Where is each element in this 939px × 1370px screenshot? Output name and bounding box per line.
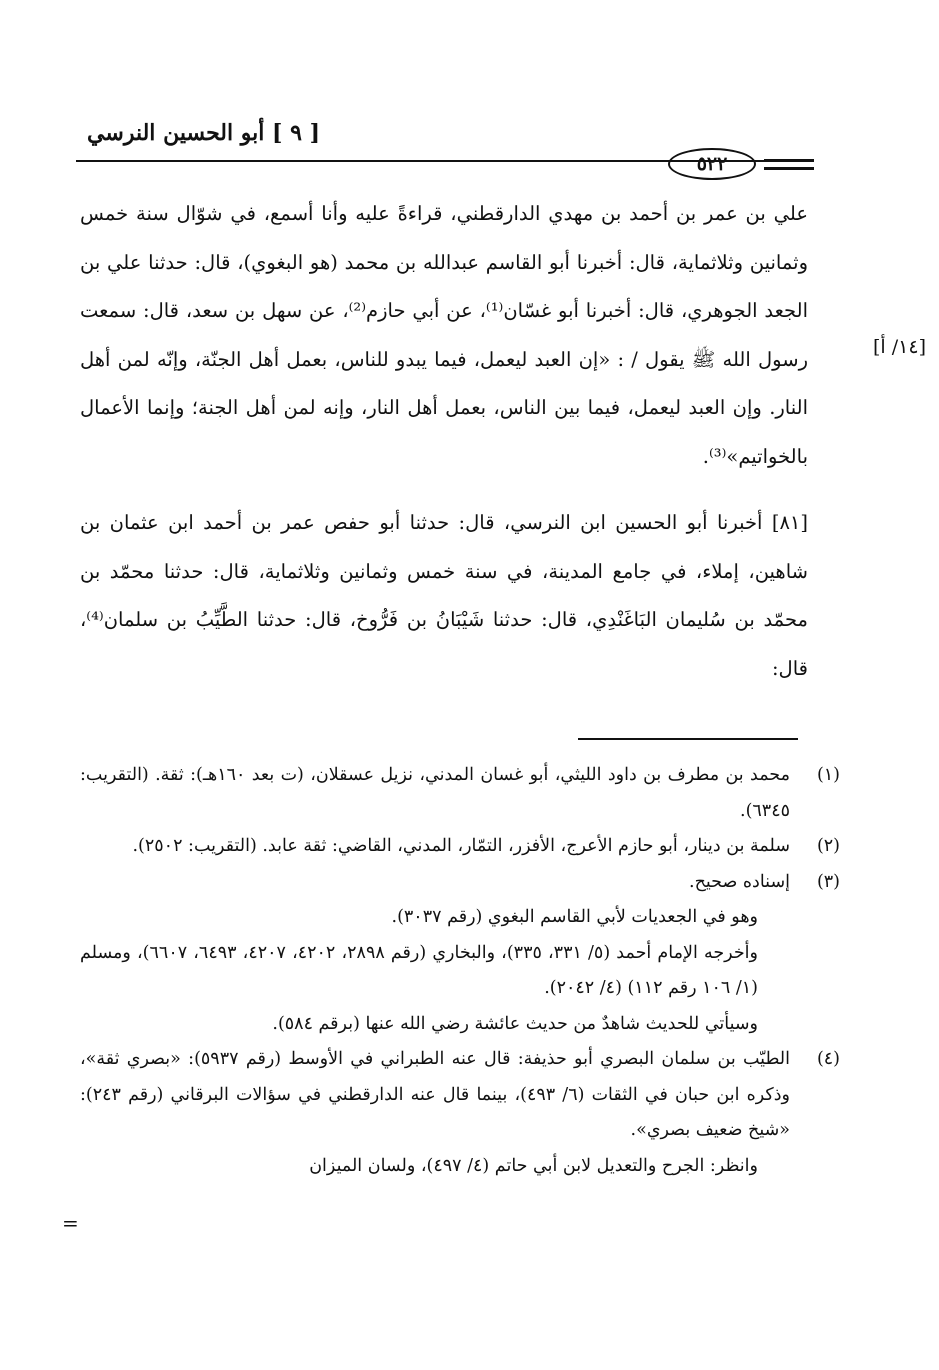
footnote-body [80, 865, 790, 1043]
footnote [80, 829, 840, 865]
footnote [80, 1042, 840, 1184]
footnote-body [80, 1042, 790, 1184]
footnote-body [80, 829, 790, 865]
footnote-line: وسيأتي للحديث شاهدٌ من حديث عائشة رضي الله عنها (برقم ٥٨٤). [272, 1013, 758, 1034]
continuation-mark: = [62, 1211, 79, 1235]
footnote-number: (٢) [816, 836, 840, 856]
footnote [80, 758, 840, 829]
footnote-body [80, 758, 790, 829]
footnote [80, 865, 840, 1043]
footnote-number: (٤) [816, 1049, 840, 1069]
main-text [80, 190, 808, 693]
footnote-number: (٣) [816, 871, 840, 892]
footnote-line: وهو في الجعديات لأبي القاسم البغوي (رقم ٣٠٣٧). [391, 907, 758, 927]
footnote-line: وأخرجه الإمام أحمد (٥/ ٣٣١، ٣٣٥)، والبخاري (رقم ٢٨٩٨، ٤٢٠٢، ٤٢٠٧، ٦٤٩٣، ٦٦٠٧)، ومسلم (١/ ١٠٦ رقم ١١٢) (٤/ ٢٠٤٢). [80, 942, 758, 998]
header-rule [76, 160, 776, 162]
footnote-line: محمد بن مطرف بن داود الليثي، أبو غسان المدني، نزيل عسقلان، (ت بعد ١٦٠هـ): ثقة. (التقريب: ٦٣٤٥). [80, 765, 790, 821]
footnote-line: الطيّب بن سلمان البصري أبو حذيفة: قال عنه الطبراني في الأوسط (رقم ٥٩٣٧): «بصري ثقة»، وذكره ابن حبان في الثقات (٦/ ٤٩٣)، بينما قال عنه الدارقطني في سؤالات البرقاني (رقم ٢٤٣): «شيخ ضعيف بصري». [80, 1049, 790, 1140]
page-number: ٥٢٢ [668, 148, 756, 180]
footnote-number: (١) [816, 765, 840, 785]
footnote-line: إسناده صحيح. [689, 871, 790, 892]
paragraph: علي بن عمر بن أحمد بن مهدي الدارقطني، قراءةً عليه وأنا أسمع، في شوّال سنة خمس وثمانين وثلاثماية، قال: أخبرنا أبو القاسم عبدالله بن محمد (هو البغوي)، قال: حدثنا علي بن الجعد الجوهري، قال: أخبرنا أبو غسّان⁽¹⁾، عن أبي حازم⁽²⁾، عن سهل بن سعد، قال: سمعت رسول الله ﷺ يقول / : «إن العبد ليعمل، فيما يبدو للناس، بعمل أهل الجنّة، وإنّه لمن أهل النار. وإن العبد ليعمل، فيما بين الناس، بعمل أهل النار، وإنه لمن أهل الجنة؛ وإنما الأعمال بالخواتيم»⁽³⁾. [80, 202, 809, 468]
paragraph: [٨١] أخبرنا أبو الحسين ابن النرسي، قال: حدثنا أبو حفص عمر بن أحمد ابن عثمان بن شاهين، إملاء، في جامع المدينة، في سنة خمس وثمانين وثلاثماية، قال: حدثنا محمّد بن محمّد بن سُليمان البَاغَنْدِي، قال: حدثنا شَيْبَانُ بن فَرُّوخ، قال: حدثنا الطَّيِّبُ بن سلمان⁽⁴⁾، قال: [80, 511, 808, 680]
running-header-title: [ ٩ ] أبو الحسين النرسي [87, 120, 320, 146]
footnote-line: وانظر: الجرح والتعديل لابن أبي حاتم (٤/ ٤٩٧)، ولسان الميزان [309, 1155, 758, 1176]
footnotes [80, 758, 840, 1184]
footnote-line: سلمة بن دينار، أبو حازم الأعرج، الأفزر، التمّار، المدني، القاضي: ثقة عابد. (التقريب: ٢٥٠٢). [132, 836, 790, 856]
page-number-badge [668, 148, 814, 180]
footnote-divider [578, 738, 798, 740]
manuscript-folio-marker: [١٤/ أ] [873, 336, 926, 358]
